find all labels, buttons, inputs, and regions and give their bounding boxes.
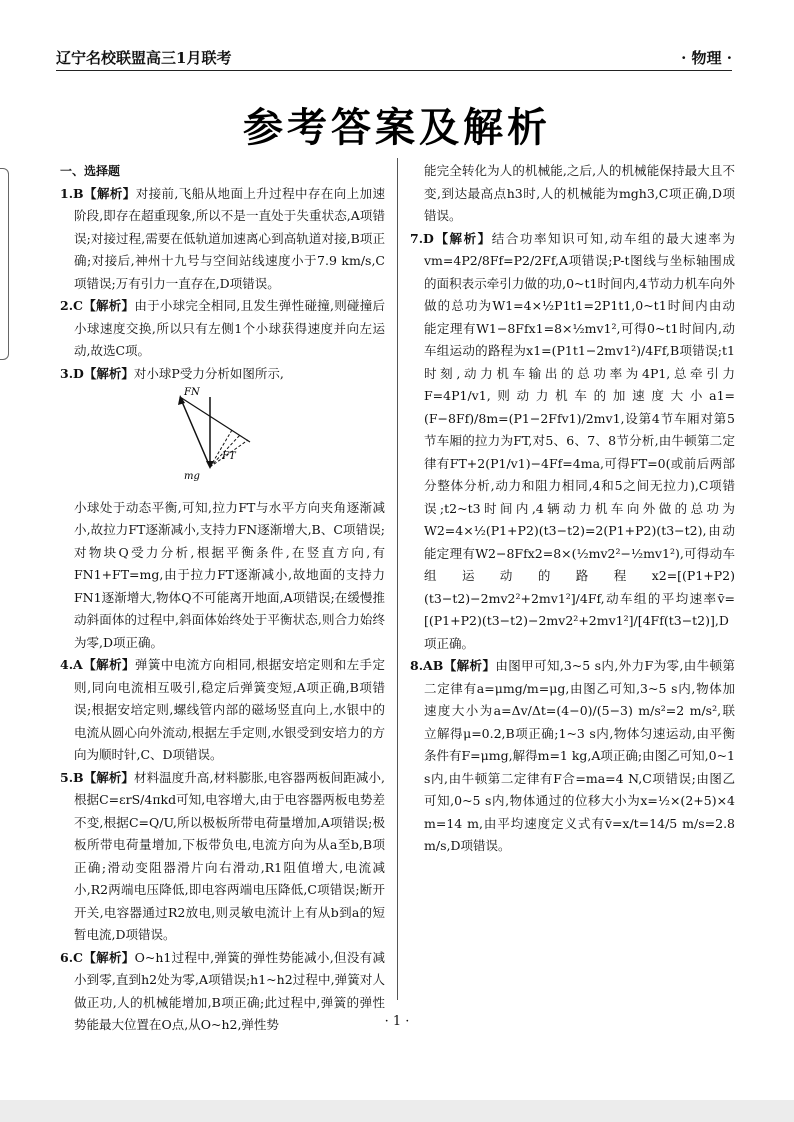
fn-label: FN: [184, 387, 200, 398]
answer-item-8: [410, 655, 735, 858]
exam-name: 辽宁名校联盟高三1月联考: [56, 49, 232, 67]
subject-label: · 物理 ·: [681, 49, 732, 67]
header-rule: [56, 70, 732, 71]
section-heading: 一、选择题: [60, 164, 121, 178]
page-number: · 1 ·: [384, 1014, 410, 1029]
answer-text: O~h1过程中,弹簧的弹性势能减小,但没有减小到零,直到h2处为零,A项错误;h1~h2过程中,弹簧对人做正功,人的机械能增加,B项正确;此过程中,弹簧的弹性势能最大位置在O点,从O~h2,弹性势: [74, 949, 385, 1032]
column-divider: [397, 158, 398, 1000]
answer-item-1: [60, 183, 385, 296]
answer-number: 4.A: [60, 657, 83, 672]
analysis-tag: 【解析】: [83, 365, 134, 381]
answer-item-3-continued: 小球处于动态平衡,可知,拉力FT与水平方向夹角逐渐减小,故拉力FT逐渐减小,支持力FN逐渐增大,B、C项错误;对物块Q受力分析,根据平衡条件,在竖直方向,有FN1+FT=mg,由于拉力FT逐渐减小,故地面的支持力FN1逐渐增大,物体Q不可能离开地面,A项错误;在缓慢推动斜面体的过程中,斜面体始终处于平衡状态,则合力始终为零,D项正确。: [74, 499, 385, 650]
answer-item-5: [60, 767, 385, 947]
answer-item-2: [60, 295, 385, 363]
answer-number: 7.D: [410, 230, 434, 246]
tension-line: [180, 397, 250, 442]
answer-text: 弹簧中电流方向相同,根据安培定则和左手定则,同向电流相互吸引,稳定后弹簧变短,A项正确,B项错误;根据安培定则,螺线管内部的磁场竖直向上,水银中的电流从圆心向外流动,根据左手定则,水银受到安培力的方向为顺时针,C、D项错误。: [74, 657, 385, 762]
viewer-bottom-bar: [0, 1100, 794, 1122]
answer-text: 由于小球完全相同,且发生弹性碰撞,则碰撞后小球速度交换,所以只有左侧1个小球获得速度并向左运动,故选C项。: [74, 298, 385, 358]
normal-force-line: [180, 397, 210, 467]
ft-label: FT: [222, 451, 236, 462]
answer-number: 2.C: [60, 298, 83, 313]
analysis-tag: 【解析】: [433, 230, 492, 246]
answer-item-7: [410, 228, 735, 656]
page-edge-tab: [0, 168, 9, 360]
page-header: [56, 44, 732, 70]
analysis-tag: 【解析】: [82, 657, 135, 672]
answer-number: 5.B: [60, 769, 84, 785]
answer-text: 对小球P受力分析如图所示,: [133, 365, 284, 381]
answer-text: 材料温度升高,材料膨胀,电容器两板间距减小,根据C=εrS/4πkd可知,电容增大,由于电容器两板电势差不变,根据C=Q/U,所以极板所带电荷量增加,A项错误;极板所带电荷量增加,下板带负电,电流方向为从a至b,B项正确;滑动变阻器滑片向右滑动,R1阻值增大,电流减小,R2两端电压降低,即电容两端电压降低,C项错误;断开开关,电容器通过R2放电,则灵敏电流计上有从b到a的短暂电流,D项错误。: [74, 769, 385, 942]
analysis-tag: 【解析】: [83, 185, 136, 201]
answer-number: 8.AB: [410, 658, 444, 673]
right-column: [410, 160, 735, 858]
analysis-tag: 【解析】: [83, 769, 134, 785]
answer-number: 3.D: [60, 365, 84, 381]
analysis-tag: 【解析】: [443, 658, 496, 673]
answer-number: 6.C: [60, 949, 83, 965]
analysis-tag: 【解析】: [83, 949, 135, 965]
mg-label: mg: [184, 471, 200, 482]
analysis-tag: 【解析】: [83, 298, 135, 313]
answer-item-4: [60, 654, 385, 767]
left-column: [60, 160, 385, 1037]
answer-text: 对接前,飞船从地面上升过程中存在向上加速阶段,即存在超重现象,所以不是一直处于失重状态,A项错误;对接过程,需要在低轨道加速离心到高轨道对接,B项正确;对接后,神州十九号与空间站线速度小于7.9 km/s,C项错误;万有引力一直存在,D项错误。: [74, 185, 385, 291]
page-title: 参考答案及解析: [243, 105, 551, 151]
answer-text: 结合功率知识可知,动车组的最大速率为vm=4P2/8Ff=P2/2Ff,A项错误;P-t图线与坐标轴围成的面积表示牵引力做的功,0~t1时间内,4节动力机车向外做的总功为W1=4×½P1t1=2P1t1,0~t1时间内由动能定理有W1−8Ffx1=8×½mv1²,可得0~t1时间内,动车组运动的路程为x1=(P1t1−2mv1²)/4Ff,B项错误;t1时刻,动力机车输出的总功率为4P1,总牵引力F=4P1/v1,则动力机车的加速度大小a1=(F−8Ff)/8m=(P1−2Ffv1)/2mv1,设第4节车厢对第5节车厢的拉力为FT,对5、6、7、8节分析,由牛顿第二定律有FT+2(P1/v1)−4Ff=4ma,可得FT=0(或前后两部分整体分析,动力和阻力相同,4和5之间无拉力),C项错误;t2~t3时间内,4辆动力机车向外做的总功为W2=4×½(P1+P2)(t3−t2)=2(P1+P2)(t3−t2),由动能定理有W2−8Ffx2=8×(½mv2²−½mv1²),可得动车组运动的路程x2=[(P1+P2)(t3−t2)−2mv2²+2mv1²]/4Ff,动车组的平均速率v̄=[(P1+P2)(t3−t2)−2mv2²+2mv1²]/[4Ff(t3−t2)],D项正确。: [424, 230, 735, 651]
answer-item-6-continued: 能完全转化为人的机械能,之后,人的机械能保持最大且不变,到达最高点h3时,人的机械能为mgh3,C项正确,D项错误。: [424, 163, 735, 223]
answer-number: 1.B: [60, 185, 84, 201]
answer-text: 由图甲可知,3~5 s内,外力F为零,由牛顿第二定律有a=μmg/m=μg,由图乙可知,3~5 s内,物体加速度大小为a=Δv/Δt=(4−0)/(5−3) m/s²=2 m/s²,联立解得μ=0.2,B项正确;1~3 s内,物体匀速运动,由平衡条件有F=μmg,解得m=1 kg,A项正确;由图乙可知,0~1 s内,由牛顿第二定律有F合=ma=4 N,C项错误;由图乙可知,0~5 s内,物体通过的位移大小为x=½×(2+5)×4 m=14 m,由平均速度定义式有v̄=x/t=14/5 m/s=2.8 m/s,D项错误。: [424, 658, 735, 853]
answer-item-3: [60, 363, 385, 386]
force-diagram: [170, 387, 290, 487]
